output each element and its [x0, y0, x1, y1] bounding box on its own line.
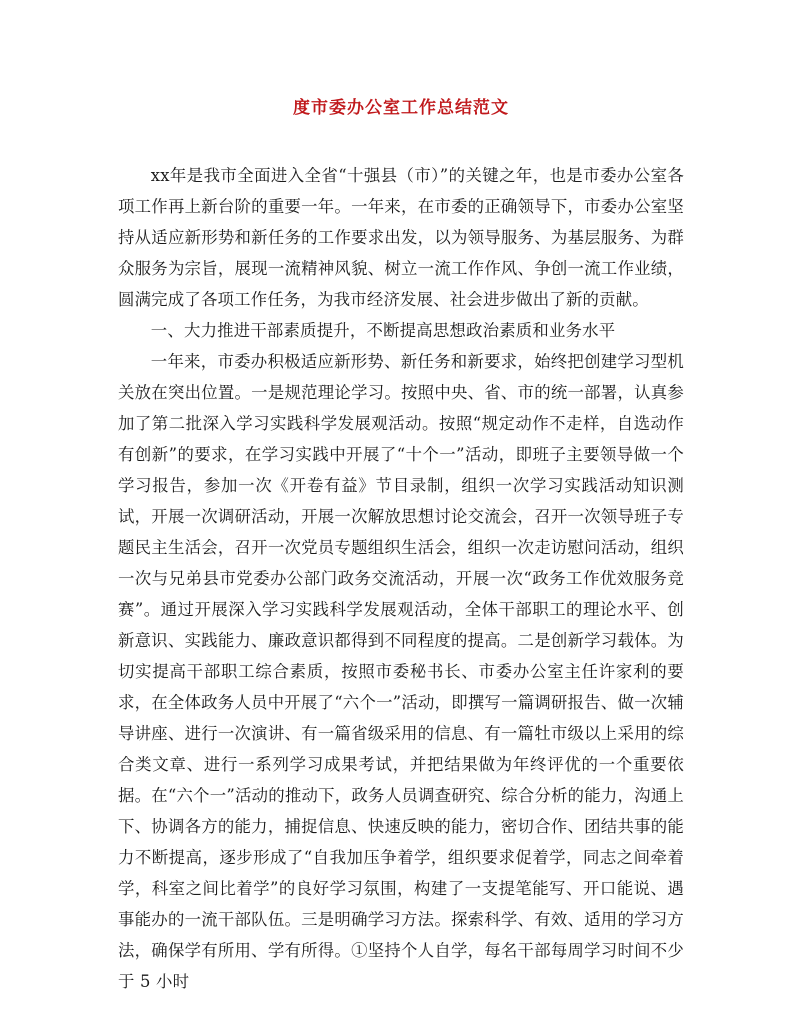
document-page [118, 96, 684, 997]
document-title: 度市委办公室工作总结范文 [293, 98, 509, 118]
document-body [118, 160, 684, 997]
intro-paragraph: xx年是我市全面进入全省“十强县（市）”的关键之年，也是市委办公室各项工作再上新台阶的重要一年。一年来，在市委的正确领导下，市委办公室坚持从适应新形势和新任务的工作要求出发，以为领导服务、为基层服务、为群众服务为宗旨，展现一流精神风貌、树立一流工作作风、争创一流工作业绩，圆满完成了各项工作任务，为我市经济发展、社会进步做出了新的贡献。 [118, 166, 684, 309]
section-heading: 一、大力推进干部素质提升，不断提高思想政治素质和业务水平 [150, 321, 616, 340]
body-paragraph: 一年来，市委办积极适应新形势、新任务和新要求，始终把创建学习型机关放在突出位置。一是规范理论学习。按照中央、省、市的统一部署，认真参加了第二批深入学习实践科学发展观活动。按照“规定动作不走样，自选动作有创新”的要求，在学习实践中开展了“十个一”活动，即班子主要领导做一个学习报告，参加一次《开卷有益》节目录制，组织一次学习实践活动知识测试，开展一次调研活动，开展一次解放思想讨论交流会，召开一次领导班子专题民主生活会，召开一次党员专题组织生活会，组织一次走访慰问活动，组织一次与兄弟县市党委办公部门政务交流活动，开展一次“政务工作优效服务竞赛”。通过开展深入学习实践科学发展观活动，全体干部职工的理论水平、创新意识、实践能力、廉政意识都得到不同程度的提高。二是创新学习载体。为切实提高干部职工综合素质，按照市委秘书长、市委办公室主任许家利的要求，在全体政务人员中开展了“六个一”活动，即撰写一篇调研报告、做一次辅导讲座、进行一次演讲、有一篇省级采用的信息、有一篇牡市级以上采用的综合类文章、进行一系列学习成果考试，并把结果做为年终评优的一个重要依据。在“六个一”活动的推动下，政务人员调查研究、综合分析的能力，沟通上下、协调各方的能力，捕捉信息、快速反映的能力，密切合作、团结共事的能力不断提高，逐步形成了“自我加压争着学，组织要求促着学，同志之间牵着学，科室之间比着学”的良好学习氛围，构建了一支提笔能写、开口能说、遇事能办的一流干部队伍。三是明确学习方法。探索科学、有效、适用的学习方法，确保学有所用、学有所得。①坚持个人自学，每名干部每周学习时间不少于 5 小时 [118, 352, 684, 991]
